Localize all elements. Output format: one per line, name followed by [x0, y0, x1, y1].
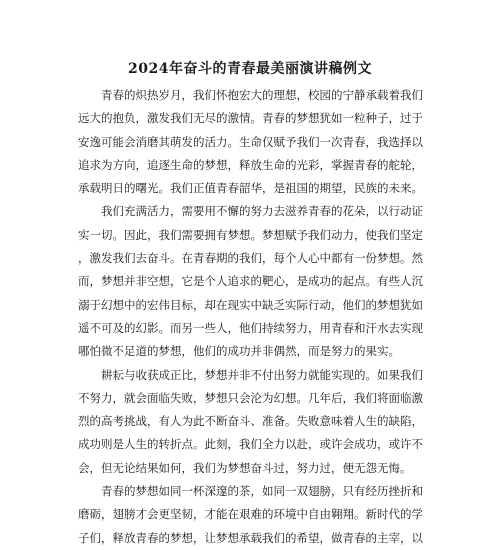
text-line: 耕耘与收获成正比，梦想并非不付出努力就能实现的。如果我们: [101, 367, 423, 382]
text-line: 会，但无论结果如何，我们为梦想奋斗过，努力过，便无怨无悔。: [78, 460, 412, 475]
text-line: 成功则是人生的转折点。此刻，我们全力以赴，或许会成功，或许不: [78, 437, 423, 452]
paragraph-3: [78, 364, 423, 480]
text-line: 承载明日的曙光。我们正值青春韶华，是祖国的期望，民族的未来。: [78, 181, 423, 196]
text-line: 青春的炽热岁月，我们怀抱宏大的理想，校园的宁静承载着我们: [101, 88, 423, 102]
text-line: 哪怕微不足道的梦想，他们的成功并非偶然，而是努力的果实。: [78, 344, 400, 359]
text-line: 我们充满活力，需要用不懈的努力去滋养青春的花朵，以行动证: [101, 204, 423, 219]
text-line: 遥不可及的幻影。而另一些人，他们持续努力，用青春和汗水去实现: [78, 320, 423, 335]
text-line: 烈的高考挑战，有人为此不断奋斗、准备。失败意味着人生的缺陷，: [78, 414, 423, 429]
text-line: 实一切。因此，我们需要拥有梦想。梦想赋予我们动力，使我们坚定: [78, 227, 423, 242]
paragraph-1: [78, 84, 423, 200]
text-line: ，激发我们去奋斗。在青春期的我们，每个人心中都有一份梦想。然: [78, 251, 423, 266]
text-line: 安逸可能会消磨其萌发的活力。生命仅赋予我们一次青春，我选择以: [78, 134, 423, 149]
text-line: 不努力，就会面临失败，梦想只会沦为幻想。几年后，我们将面临激: [78, 390, 423, 405]
paragraph-4: [78, 480, 423, 550]
text-line: 溺于幻想中的宏伟目标，却在现实中缺乏实际行动，他们的梦想犹如: [78, 297, 423, 312]
paragraph-2: [78, 200, 423, 363]
text-line: 远大的抱负，激发我们无尽的激情。青春的梦想犹如一粒种子，过于: [78, 111, 423, 126]
text-line: 子们，释放青春的梦想，让梦想承载我们的希望，做青春的主宰，以: [78, 530, 423, 545]
text-line: 磨砺，翅膀才会更坚韧，才能在艰难的环境中自由翱翔。新时代的学: [78, 507, 423, 522]
text-line: 而，梦想并非空想，它是个人追求的靶心，是成功的起点。有些人沉: [78, 274, 423, 289]
text-line: 追求为方向，追逐生命的梦想，释放生命的光彩，掌握青春的舵轮，: [78, 157, 423, 172]
document-title: 2024年奋斗的青春最美丽演讲稿例文: [128, 61, 372, 77]
text-line: 青春的梦想如同一杯深邃的茶，如同一双翅膀，只有经历挫折和: [101, 484, 423, 499]
document-body: [78, 84, 423, 550]
